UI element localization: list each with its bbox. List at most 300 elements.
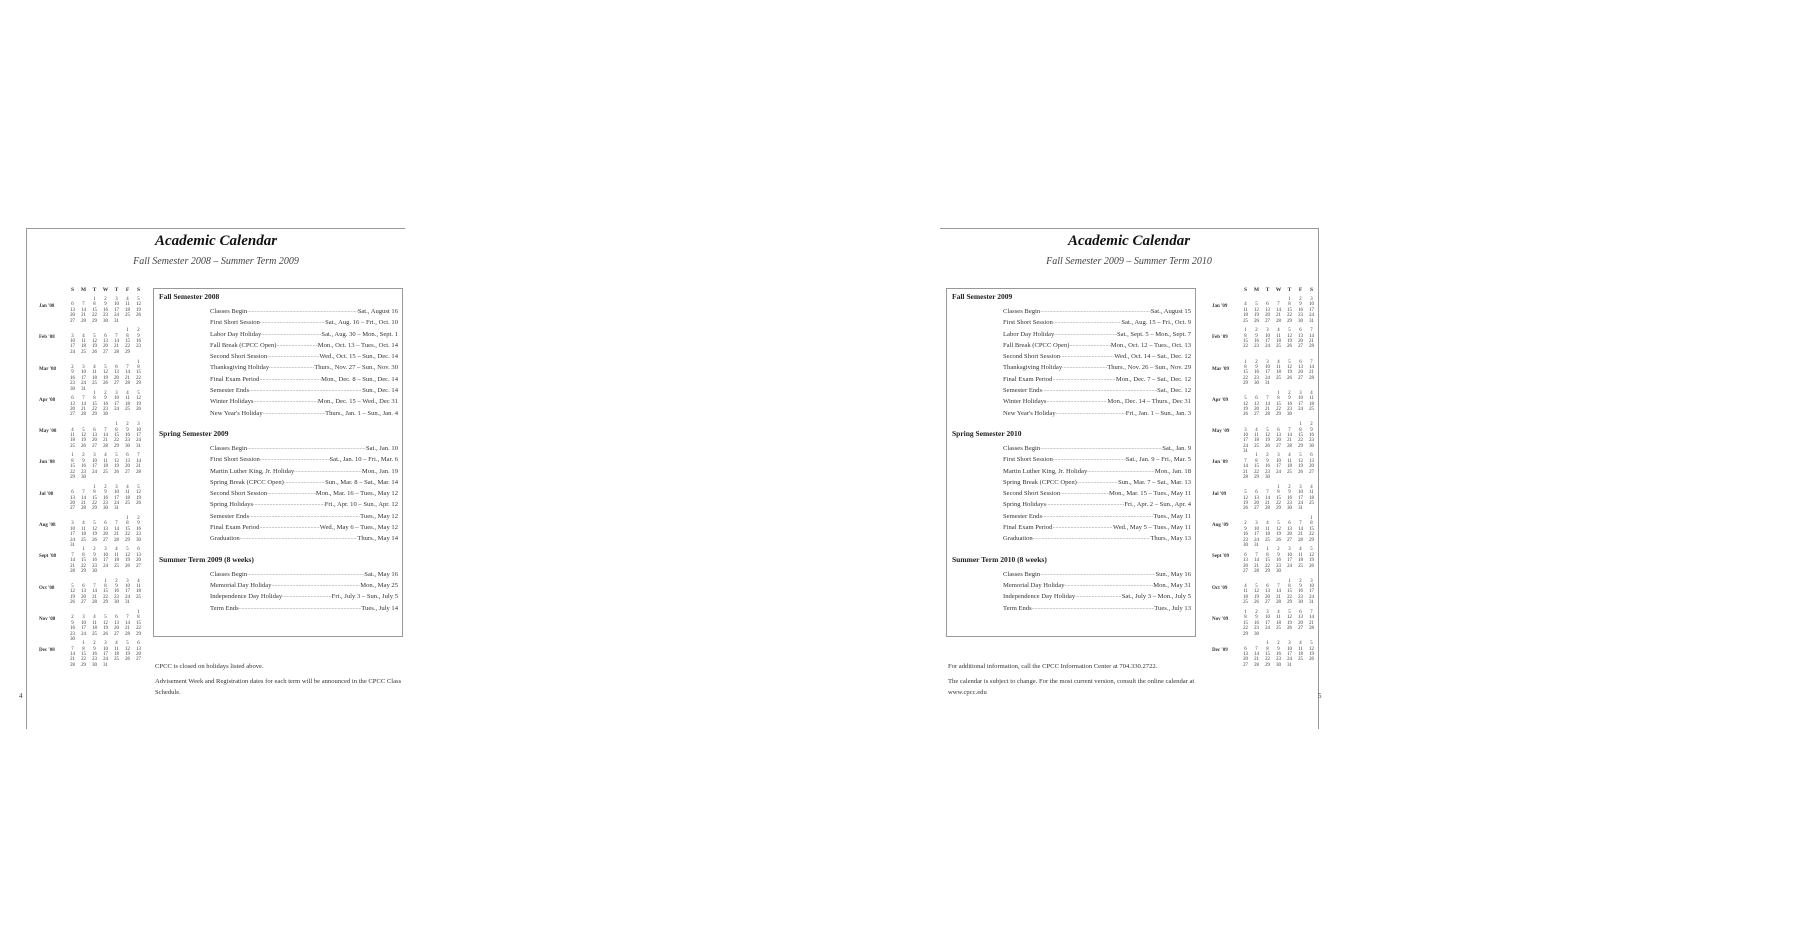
day-number: 23 xyxy=(1276,657,1281,663)
day-number: 12 xyxy=(1243,495,1248,501)
day-number: 5 xyxy=(126,547,129,553)
day-number: 17 xyxy=(70,344,75,350)
day-number: 24 xyxy=(114,313,119,319)
day-number: 6 xyxy=(1255,396,1258,402)
section-title: Spring Semester 2009 xyxy=(159,428,229,438)
event-label: Term Ends xyxy=(1003,604,1032,612)
day-number: 28 xyxy=(114,537,119,543)
day-number: 10 xyxy=(1287,646,1292,652)
month-grid xyxy=(1240,485,1317,512)
event-label: Spring Break (CPCC Open) xyxy=(210,478,284,486)
day-number: 20 xyxy=(70,500,75,506)
date-row xyxy=(1003,522,1191,533)
day-number: 20 xyxy=(1287,532,1292,538)
right-page xyxy=(940,228,1319,729)
mini-month xyxy=(35,636,147,670)
day-number: 28 xyxy=(1309,626,1314,632)
day-number: 1 xyxy=(1266,547,1269,553)
day-number: 22 xyxy=(70,469,75,475)
day-number: 24 xyxy=(1276,469,1281,475)
month-label: Dec '08 xyxy=(39,648,55,654)
day-number: 29 xyxy=(125,537,130,543)
event-label: Thanksgiving Holiday xyxy=(1003,364,1063,372)
day-number: 12 xyxy=(103,620,108,626)
event-date: Sat., Sept. 5 – Mon., Sept. 7 xyxy=(1117,330,1191,338)
day-number: 18 xyxy=(70,438,75,444)
day-number: 14 xyxy=(81,307,86,313)
day-number: 25 xyxy=(114,563,119,569)
month-label: Sept '09 xyxy=(1212,554,1230,560)
day-number: 29 xyxy=(1287,318,1292,324)
day-number: 16 xyxy=(1287,401,1292,407)
day-number: 10 xyxy=(103,552,108,558)
dates-box xyxy=(946,288,1196,637)
day-number: 14 xyxy=(1265,495,1270,501)
day-number: 5 xyxy=(1288,359,1291,365)
event-label: Final Exam Period xyxy=(1003,524,1053,532)
day-number: 25 xyxy=(1309,407,1314,413)
day-number: 3 xyxy=(115,390,118,396)
day-number: 25 xyxy=(1309,500,1314,506)
day-number: 1 xyxy=(1288,297,1291,302)
day-number: 22 xyxy=(1298,438,1303,444)
event-label: Thanksgiving Holiday xyxy=(210,364,270,372)
day-number: 22 xyxy=(125,344,130,350)
day-number: 6 xyxy=(115,364,118,370)
day-number: 12 xyxy=(136,396,141,402)
day-number: 29 xyxy=(1276,506,1281,512)
day-number: 22 xyxy=(81,563,86,569)
day-number: 8 xyxy=(93,302,96,308)
day-number: 6 xyxy=(137,641,140,647)
day-number: 16 xyxy=(81,464,86,470)
day-number: 14 xyxy=(1298,526,1303,532)
day-number: 30 xyxy=(1287,412,1292,418)
day-number: 16 xyxy=(92,558,97,564)
event-label: First Short Session xyxy=(1003,319,1053,327)
day-number: 24 xyxy=(70,537,75,543)
day-number: 20 xyxy=(1309,464,1314,470)
day-number: 9 xyxy=(1255,364,1258,370)
event-label: Labor Day Holiday xyxy=(210,330,262,338)
weekday-label: T xyxy=(1265,287,1270,293)
day-number: 2 xyxy=(1255,328,1258,334)
day-number: 13 xyxy=(125,458,130,464)
day-number: 9 xyxy=(104,302,107,308)
mini-month xyxy=(1208,358,1320,389)
day-number: 8 xyxy=(126,521,129,527)
mini-month xyxy=(35,608,147,642)
day-number: 15 xyxy=(92,495,97,501)
day-number: 8 xyxy=(1288,302,1291,308)
day-number: 12 xyxy=(70,589,75,595)
day-number: 26 xyxy=(1243,506,1248,512)
day-number: 3 xyxy=(1288,641,1291,647)
day-number: 27 xyxy=(136,563,141,569)
day-number: 30 xyxy=(70,636,75,642)
day-number: 18 xyxy=(1276,370,1281,376)
day-number: 15 xyxy=(81,652,86,658)
day-number: 18 xyxy=(81,344,86,350)
weekday-label: T xyxy=(1287,287,1292,293)
day-number: 7 xyxy=(82,302,85,308)
dot-leader xyxy=(1040,443,1162,454)
event-label: Classes Begin xyxy=(210,444,248,452)
day-number: 17 xyxy=(1243,438,1248,444)
day-number: 13 xyxy=(1298,333,1303,339)
day-number: 13 xyxy=(136,646,141,652)
dot-leader xyxy=(294,466,362,477)
date-row xyxy=(1003,329,1191,340)
day-number: 18 xyxy=(1276,339,1281,345)
day-number: 3 xyxy=(1299,390,1302,396)
event-label: Independence Day Holiday xyxy=(1003,593,1076,601)
day-number: 30 xyxy=(92,662,97,668)
day-number: 24 xyxy=(81,631,86,637)
note-text: CPCC is closed on holidays listed above. xyxy=(155,663,264,670)
day-number: 12 xyxy=(1309,552,1314,558)
day-number: 4 xyxy=(126,484,129,490)
weekday-header xyxy=(67,287,147,295)
day-number: 20 xyxy=(136,652,141,658)
day-number: 31 xyxy=(103,662,108,668)
day-number: 20 xyxy=(1254,407,1259,413)
month-label: Oct '08 xyxy=(39,585,55,591)
day-number: 30 xyxy=(1254,381,1259,387)
day-number: 3 xyxy=(1299,484,1302,490)
day-number: 12 xyxy=(1309,646,1314,652)
day-number: 15 xyxy=(1265,652,1270,658)
day-number: 2 xyxy=(1277,641,1280,647)
day-number: 19 xyxy=(1298,464,1303,470)
day-number: 4 xyxy=(93,364,96,370)
day-number: 20 xyxy=(1276,438,1281,444)
day-number: 26 xyxy=(136,313,141,319)
date-row xyxy=(210,362,398,373)
note-text: The calendar is subject to change. For the most current version, consult the online calendar at www.cpcc.edu xyxy=(948,678,1195,696)
day-number: 1 xyxy=(1310,516,1313,522)
day-number: 26 xyxy=(114,469,119,475)
date-row xyxy=(1003,306,1191,317)
day-number: 9 xyxy=(115,584,118,590)
event-label: Memorial Day Holiday xyxy=(1003,581,1065,589)
day-number: 27 xyxy=(136,657,141,663)
day-number: 13 xyxy=(1243,652,1248,658)
day-number: 9 xyxy=(1255,615,1258,621)
day-number: 7 xyxy=(1255,552,1258,558)
day-number: 10 xyxy=(1265,364,1270,370)
day-number: 30 xyxy=(92,568,97,574)
day-number: 13 xyxy=(1309,458,1314,464)
day-number: 24 xyxy=(1298,500,1303,506)
day-number: 6 xyxy=(1299,609,1302,615)
day-number: 14 xyxy=(125,620,130,626)
day-number: 27 xyxy=(1276,443,1281,449)
day-number: 1 xyxy=(115,422,118,428)
day-number: 5 xyxy=(1288,328,1291,334)
month-grid xyxy=(1240,297,1317,324)
mini-month xyxy=(1208,639,1320,670)
day-number: 28 xyxy=(1276,600,1281,606)
day-number: 12 xyxy=(103,370,108,376)
date-row xyxy=(1003,466,1191,477)
event-date: Mon., Mar. 15 – Tues., May 11 xyxy=(1108,490,1191,498)
notes xyxy=(155,661,405,702)
day-number: 20 xyxy=(70,407,75,413)
day-number: 29 xyxy=(1243,381,1248,387)
mini-month xyxy=(1208,608,1320,639)
day-number: 27 xyxy=(1298,375,1303,381)
day-number: 27 xyxy=(70,506,75,512)
event-label: Graduation xyxy=(210,535,240,543)
day-number: 21 xyxy=(136,464,141,470)
day-number: 8 xyxy=(1277,396,1280,402)
dot-leader xyxy=(247,443,366,454)
day-number: 4 xyxy=(1255,427,1258,433)
day-number: 7 xyxy=(1310,328,1313,334)
day-number: 20 xyxy=(114,375,119,381)
day-number: 23 xyxy=(70,381,75,387)
day-number: 27 xyxy=(70,412,75,418)
day-number: 5 xyxy=(104,615,107,621)
event-date: Wed., May 6 – Tues., May 12 xyxy=(319,524,398,532)
day-number: 21 xyxy=(114,344,119,350)
dot-leader xyxy=(284,477,325,488)
day-number: 19 xyxy=(1243,500,1248,506)
day-number: 26 xyxy=(103,381,108,387)
day-number: 14 xyxy=(1309,333,1314,339)
day-number: 17 xyxy=(81,626,86,632)
term-section xyxy=(947,292,1195,419)
day-number: 26 xyxy=(125,563,130,569)
day-number: 4 xyxy=(115,641,118,647)
month-grid xyxy=(67,422,144,449)
month-grid xyxy=(67,579,144,606)
dot-leader xyxy=(260,317,325,328)
day-number: 29 xyxy=(1265,568,1270,574)
day-number: 11 xyxy=(1276,364,1281,370)
day-number: 14 xyxy=(92,589,97,595)
day-number: 7 xyxy=(1310,359,1313,365)
day-number: 5 xyxy=(1310,641,1313,647)
date-row xyxy=(210,569,398,580)
event-label: Second Short Session xyxy=(210,353,268,361)
day-number: 29 xyxy=(1276,412,1281,418)
mini-calendar-column xyxy=(1208,287,1320,671)
day-number: 22 xyxy=(92,407,97,413)
mini-month xyxy=(1208,514,1320,549)
day-number: 24 xyxy=(1265,626,1270,632)
day-number: 23 xyxy=(92,657,97,663)
day-number: 23 xyxy=(1298,594,1303,600)
term-section xyxy=(947,429,1195,545)
event-label: Classes Begin xyxy=(1003,444,1041,452)
day-number: 10 xyxy=(136,427,141,433)
day-number: 11 xyxy=(1298,646,1303,652)
day-number: 12 xyxy=(114,458,119,464)
day-number: 22 xyxy=(114,438,119,444)
day-number: 29 xyxy=(1265,662,1270,668)
day-number: 5 xyxy=(1244,396,1247,402)
day-number: 11 xyxy=(1276,615,1281,621)
day-number: 29 xyxy=(1287,600,1292,606)
month-grid xyxy=(67,360,144,392)
event-label: Second Short Session xyxy=(1003,353,1061,361)
day-number: 3 xyxy=(137,422,140,428)
month-label: Oct '09 xyxy=(1212,585,1228,591)
event-date: Mon., May 25 xyxy=(360,581,398,589)
day-number: 30 xyxy=(103,318,108,324)
day-number: 6 xyxy=(1299,359,1302,365)
day-number: 16 xyxy=(125,432,130,438)
month-grid xyxy=(67,485,144,512)
day-number: 25 xyxy=(125,313,130,319)
day-number: 12 xyxy=(1298,458,1303,464)
day-number: 26 xyxy=(136,500,141,506)
day-number: 13 xyxy=(136,552,141,558)
day-number: 24 xyxy=(1298,407,1303,413)
day-number: 16 xyxy=(136,339,141,345)
dot-leader xyxy=(247,306,358,317)
weekday-label: F xyxy=(1298,287,1303,293)
day-number: 7 xyxy=(1266,490,1269,496)
day-number: 21 xyxy=(1309,370,1314,376)
day-number: 23 xyxy=(114,594,119,600)
event-label: Fall Break (CPCC Open) xyxy=(1003,341,1070,349)
day-number: 19 xyxy=(1243,407,1248,413)
weekday-label: F xyxy=(125,287,130,293)
day-number: 26 xyxy=(136,407,141,413)
day-number: 13 xyxy=(103,526,108,532)
day-number: 1 xyxy=(1255,453,1258,459)
day-number: 14 xyxy=(81,495,86,501)
day-number: 1 xyxy=(1244,359,1247,365)
month-label: Jan '08 xyxy=(39,304,55,309)
day-number: 26 xyxy=(92,537,97,543)
section-title: Fall Semester 2009 xyxy=(952,292,1013,301)
day-number: 15 xyxy=(1254,464,1259,470)
term-section xyxy=(154,292,402,419)
dot-leader xyxy=(269,362,314,373)
event-label: Final Exam Period xyxy=(210,524,260,532)
day-number: 6 xyxy=(1277,427,1280,433)
day-number: 23 xyxy=(1265,469,1270,475)
day-number: 18 xyxy=(92,626,97,632)
event-date: Fri., Jan. 1 – Sun., Jan. 3 xyxy=(1125,409,1191,417)
month-grid xyxy=(1240,610,1317,637)
day-number: 9 xyxy=(93,646,96,652)
day-number: 31 xyxy=(1287,662,1292,668)
day-number: 5 xyxy=(93,521,96,527)
day-number: 12 xyxy=(81,432,86,438)
date-row xyxy=(210,385,398,396)
event-label: First Short Session xyxy=(210,456,260,464)
day-number: 23 xyxy=(1243,537,1248,543)
day-number: 17 xyxy=(114,307,119,313)
day-number: 15 xyxy=(1276,401,1281,407)
day-number: 4 xyxy=(1277,328,1280,334)
event-date: Tues., May 12 xyxy=(360,512,398,520)
day-number: 8 xyxy=(1299,427,1302,433)
event-date: Tues., May 11 xyxy=(1153,512,1191,520)
day-number: 2 xyxy=(137,328,140,334)
day-number: 23 xyxy=(103,407,108,413)
day-number: 19 xyxy=(92,532,97,538)
day-number: 15 xyxy=(81,558,86,564)
day-number: 7 xyxy=(104,427,107,433)
day-number: 26 xyxy=(1254,318,1259,324)
day-number: 20 xyxy=(103,532,108,538)
day-number: 22 xyxy=(92,313,97,319)
day-number: 12 xyxy=(1265,432,1270,438)
day-number: 30 xyxy=(1298,318,1303,324)
event-date: Sat., August 16 xyxy=(357,308,398,315)
day-number: 3 xyxy=(1277,453,1280,459)
day-number: 6 xyxy=(71,490,74,496)
day-number: 22 xyxy=(1243,344,1248,350)
day-number: 31 xyxy=(1243,449,1248,455)
day-number: 2 xyxy=(1244,521,1247,527)
day-number: 20 xyxy=(81,594,86,600)
month-grid xyxy=(67,328,144,355)
day-number: 3 xyxy=(1266,359,1269,365)
day-number: 14 xyxy=(1276,589,1281,595)
day-number: 24 xyxy=(1287,563,1292,569)
event-label: Final Exam Period xyxy=(210,375,260,383)
day-number: 29 xyxy=(136,631,141,637)
event-label: Second Short Session xyxy=(210,490,268,498)
day-number: 11 xyxy=(1309,490,1314,496)
day-number: 25 xyxy=(1265,537,1270,543)
day-number: 14 xyxy=(1265,401,1270,407)
dot-leader xyxy=(1054,329,1117,340)
date-row xyxy=(1003,511,1191,522)
day-number: 14 xyxy=(1254,652,1259,658)
day-number: 26 xyxy=(1287,375,1292,381)
section-title: Spring Semester 2010 xyxy=(952,428,1022,438)
event-date: Wed., May 5 – Tues., May 11 xyxy=(1113,524,1191,532)
event-label: Term Ends xyxy=(210,604,239,612)
day-number: 6 xyxy=(1266,302,1269,308)
day-number: 30 xyxy=(1309,443,1314,449)
day-number: 18 xyxy=(125,307,130,313)
day-number: 18 xyxy=(1309,401,1314,407)
month-grid xyxy=(67,297,144,324)
day-number: 11 xyxy=(1287,458,1292,464)
day-number: 7 xyxy=(71,552,74,558)
day-number: 18 xyxy=(1287,464,1292,470)
date-row xyxy=(1003,362,1191,373)
month-grid xyxy=(1240,641,1317,668)
day-number: 27 xyxy=(1254,412,1259,418)
day-number: 28 xyxy=(1287,443,1292,449)
note-text: For additional information, call the CPCC Information Center at 704.330.2722. xyxy=(948,663,1158,670)
day-number: 1 xyxy=(126,328,129,334)
day-number: 20 xyxy=(1243,657,1248,663)
day-number: 7 xyxy=(1310,609,1313,615)
day-number: 25 xyxy=(1276,344,1281,350)
day-number: 20 xyxy=(103,344,108,350)
day-number: 13 xyxy=(81,589,86,595)
day-number: 4 xyxy=(1244,584,1247,590)
day-number: 19 xyxy=(125,652,130,658)
day-number: 1 xyxy=(93,484,96,490)
day-number: 17 xyxy=(1265,370,1270,376)
month-label: Dec '09 xyxy=(1212,648,1228,654)
day-number: 3 xyxy=(71,333,74,339)
day-number: 6 xyxy=(1244,646,1247,652)
day-number: 13 xyxy=(1287,526,1292,532)
